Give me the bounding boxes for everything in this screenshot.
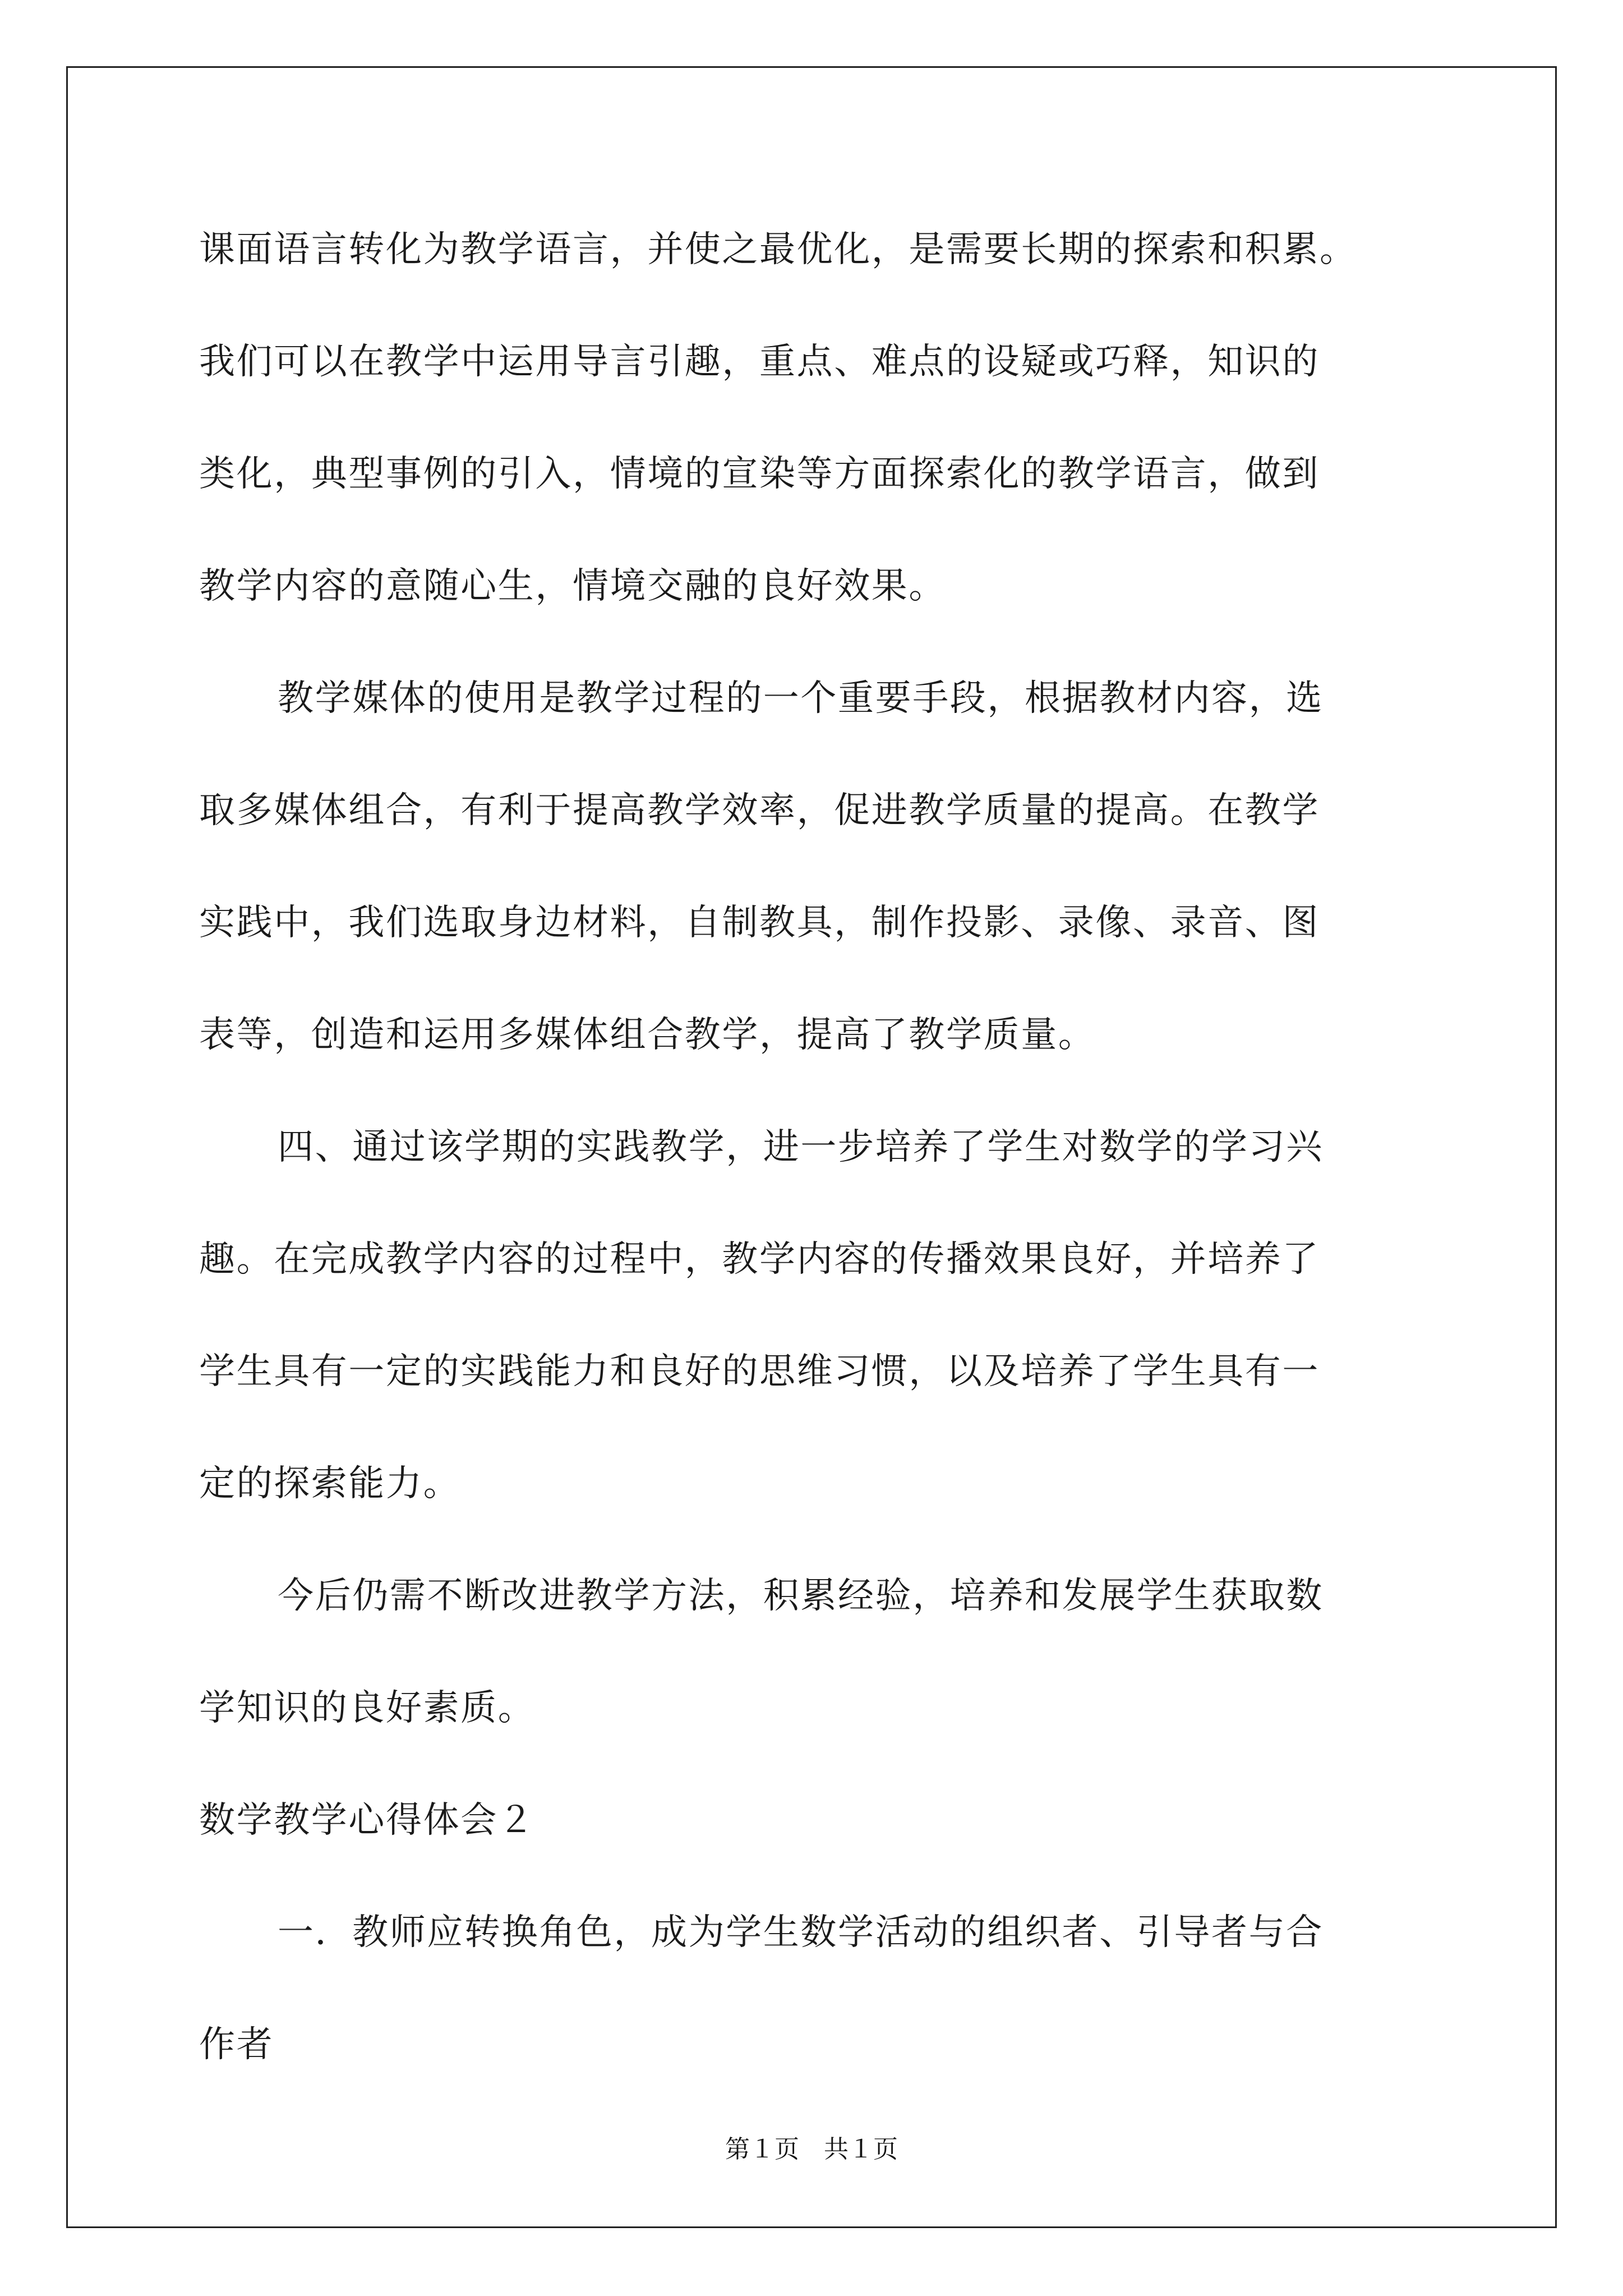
- paragraph-first-line: 四、通过该学期的实践教学，进一步培养了学生对数学的学习兴: [278, 1126, 1324, 1168]
- section-heading: 数学教学心得体会２: [199, 1800, 536, 1841]
- text-line: 作者: [199, 2024, 274, 2065]
- paragraph-first-line: 教学媒体的使用是教学过程的一个重要手段，根据教材内容，选: [278, 678, 1324, 719]
- text-line: 表等，创造和运用多媒体组合教学，提高了教学质量。: [199, 1014, 1096, 1056]
- text-line: 实践中，我们选取身边材料，自制教具，制作投影、录像、录音、图: [199, 902, 1320, 944]
- paragraph-first-line: 一．教师应转换角色，成为学生数学活动的组织者、引导者与合: [278, 1912, 1324, 1953]
- text-line: 类化，典型事例的引入，情境的宣染等方面探索化的教学语言，做到: [199, 453, 1320, 495]
- document-body: [199, 194, 1433, 2101]
- paragraph-first-line: 今后仍需不断改进教学方法，积累经验，培养和发展学生获取数: [278, 1575, 1324, 1617]
- text-line: 学生具有一定的实践能力和良好的思维习惯，以及培养了学生具有一: [199, 1351, 1320, 1392]
- text-line: 我们可以在教学中运用导言引趣，重点、难点的设疑或巧释，知识的: [199, 341, 1320, 383]
- text-line: 取多媒体组合，有利于提高教学效率，促进教学质量的提高。在教学: [199, 790, 1320, 831]
- text-line: 学知识的良好素质。: [199, 1687, 536, 1729]
- text-line: 教学内容的意随心生，情境交融的良好效果。: [199, 565, 946, 607]
- text-line: 趣。在完成教学内容的过程中，教学内容的传播效果良好，并培养了: [199, 1239, 1320, 1280]
- text-line: 定的探索能力。: [199, 1463, 461, 1504]
- page-footer: 第１页 共１页: [725, 2136, 898, 2163]
- text-line: 课面语言转化为教学语言，并使之最优化，是需要长期的探索和积累。: [199, 229, 1357, 270]
